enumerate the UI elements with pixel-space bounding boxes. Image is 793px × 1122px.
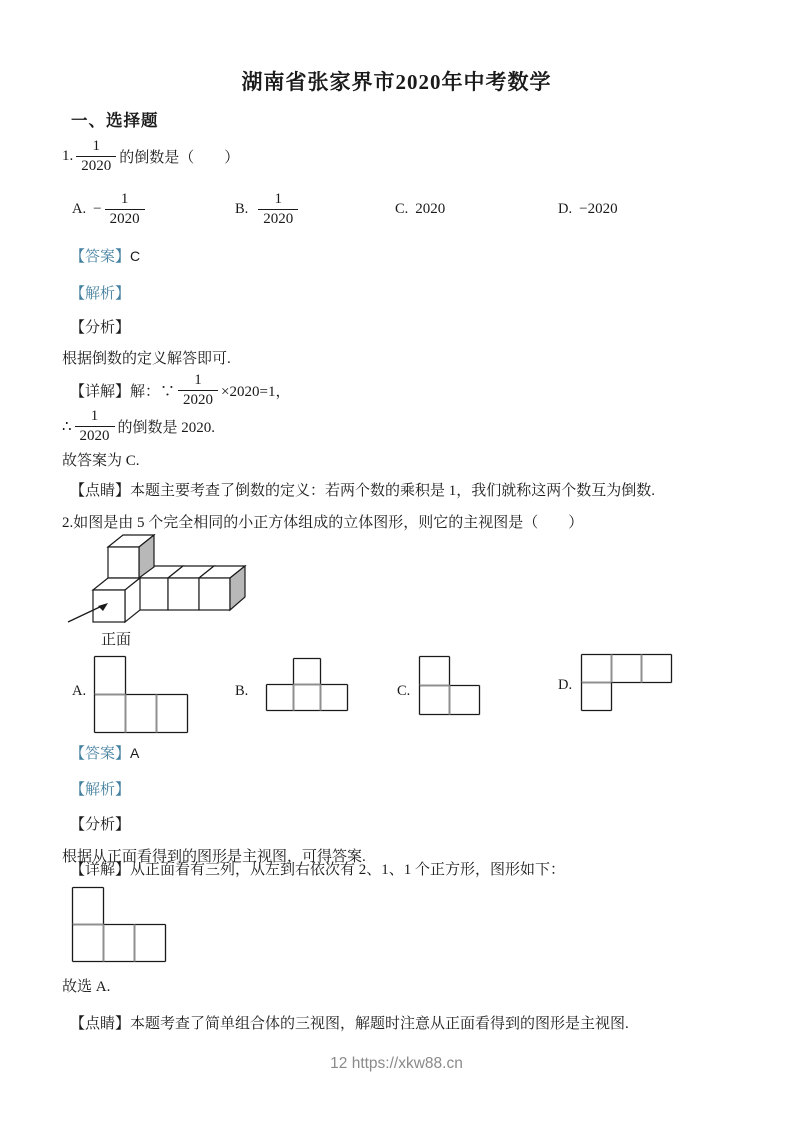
analysis-tag: 【解析】 <box>70 782 131 798</box>
question-2-stem: 2.如图是由 5 个完全相同的小正方体组成的立体图形，则它的主视图是（ ） <box>62 515 584 531</box>
q1-option-a-fraction: $\frac{1}{2020}$ <box>105 190 145 229</box>
q1-detail-fraction: $\frac{1}{2020}$ <box>178 371 218 410</box>
fraction-1-over-2020: $\frac{1}{2020}$ <box>76 137 116 176</box>
q2-fenxi-tag-line <box>70 815 130 835</box>
q2-tip-line <box>70 1014 629 1034</box>
q2-conclusion: 故选 A. <box>62 979 111 995</box>
fenxi-tag: 【分析】 <box>70 817 131 833</box>
q1-answer-line <box>70 246 140 267</box>
detail-tag: 【详解】 <box>70 383 131 400</box>
q2-option-a-label: A. <box>72 683 87 699</box>
q1-detail-pre: 解：∵ <box>130 383 176 400</box>
section-heading: 一、选择题 <box>71 111 159 130</box>
q1-fenxi-tag-line <box>70 318 130 338</box>
q1-option-a-minus: − <box>93 200 102 217</box>
page-title: 湖南省张家界市2020年中考数学 <box>241 70 552 94</box>
q1-since-pre: ∴ <box>62 418 72 435</box>
page-footer: 12 https://xkw88.cn <box>330 1055 463 1072</box>
q1-since-fraction: $\frac{1}{2020}$ <box>75 407 115 446</box>
q2-detail-line <box>70 860 565 880</box>
q1-option-a <box>72 186 148 232</box>
q2-option-b-label: B. <box>235 683 249 699</box>
tip-tag: 【点睛】 <box>70 483 131 499</box>
q1-option-d <box>558 186 618 232</box>
q2-option-b-shape <box>265 657 349 712</box>
q2-answer-line <box>70 743 139 764</box>
q2-option-a-shape <box>93 655 189 734</box>
q2-analysis-tag-line <box>70 780 130 800</box>
q1-conclusion: 故答案为 C. <box>62 453 140 469</box>
q1-option-b-label: B. <box>235 200 249 217</box>
q1-option-c <box>395 186 445 232</box>
analysis-tag: 【解析】 <box>70 286 131 302</box>
q2-option-d-shape <box>580 653 673 712</box>
q2-option-c-shape <box>418 655 481 716</box>
q1-tip-text: 本题主要考查了倒数的定义：若两个数的乘积是 1，我们就称这两个数互为倒数. <box>130 483 656 499</box>
detail-tag: 【详解】 <box>70 862 131 878</box>
q1-since-line <box>62 404 215 448</box>
fenxi-tag: 【分析】 <box>70 320 131 336</box>
q1-option-a-label: A. <box>72 200 87 217</box>
answer-tag: 【答案】 <box>70 249 131 265</box>
answer-tag: 【答案】 <box>70 746 131 762</box>
q2-answer-value: A <box>130 745 140 761</box>
q2-answer-figure <box>71 886 167 963</box>
q1-fenxi-text: 根据倒数的定义解答即可. <box>62 351 231 367</box>
q2-fenxi-text: 根据从正面看得到的图形是主视图，可得答案. <box>62 849 366 865</box>
q1-detail-post: ×2020=1， <box>221 383 291 400</box>
q2-option-d-label: D. <box>558 677 573 693</box>
question-1-stem-text: 的倒数是（ ） <box>119 149 240 166</box>
q1-analysis-tag-line <box>70 284 130 304</box>
q1-option-b-fraction: $\frac{1}{2020}$ <box>258 190 298 229</box>
q1-since-post: 的倒数是 2020. <box>117 419 216 436</box>
q2-detail-text: 从正面看有三列，从左到右依次有 2、1、1 个正方形，图形如下： <box>130 862 566 878</box>
q1-option-c-label: C. <box>395 200 409 217</box>
q1-option-b <box>235 186 301 232</box>
q1-option-d-label: D. <box>558 200 573 217</box>
q1-tip-line <box>70 481 655 501</box>
question-1-stem <box>62 132 239 180</box>
q1-option-c-text: 2020 <box>415 200 446 217</box>
q2-cube-figure <box>60 534 270 652</box>
q2-tip-text: 本题考查了简单组合体的三视图，解题时注意从正面看得到的图形是主视图. <box>130 1016 629 1032</box>
tip-tag: 【点睛】 <box>70 1016 131 1032</box>
question-1-number: 1. <box>62 147 74 164</box>
front-face-label: 正面 <box>101 632 132 648</box>
q2-option-c-label: C. <box>397 683 411 699</box>
q1-option-d-text: −2020 <box>579 200 618 217</box>
q1-answer-value: C <box>130 248 141 264</box>
cube-assembly-drawing <box>60 534 270 652</box>
